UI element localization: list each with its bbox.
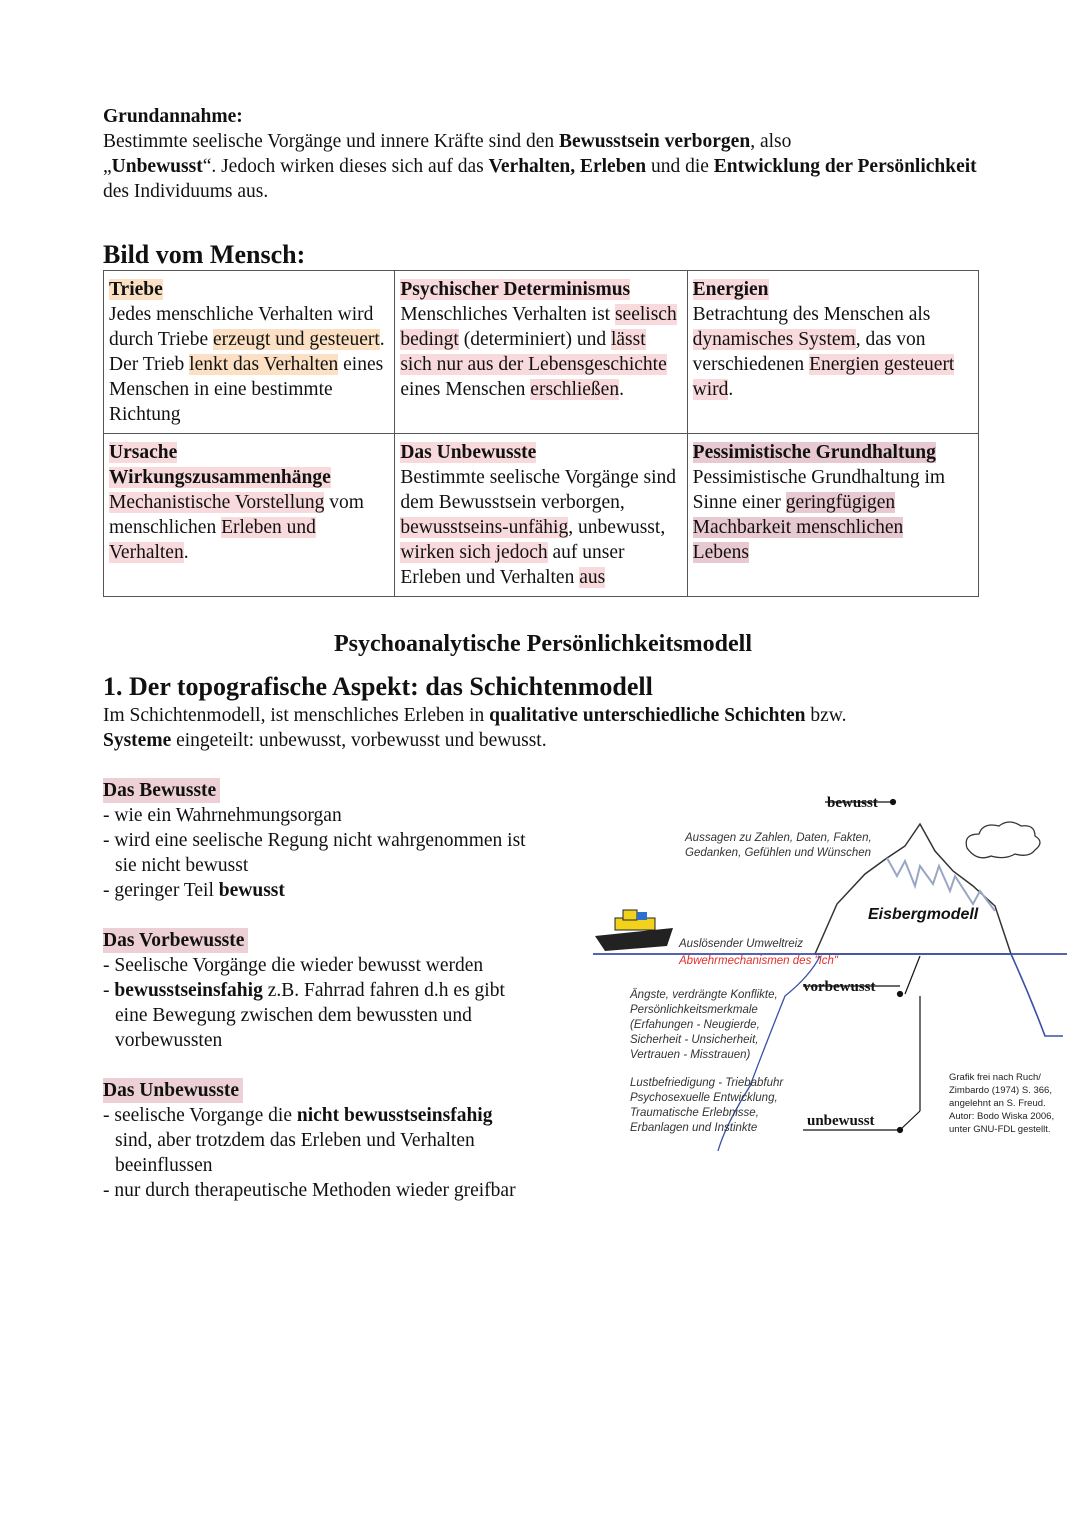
angst-line1: Ängste, verdrängte Konflikte,	[630, 989, 778, 1001]
modell-paragraph: Im Schichtenmodell, ist menschliches Erleben in qualitative unterschiedliche Schichten bzw. Systeme eingeteilt: unbewusst, vorbewusst und bewusst.	[103, 705, 847, 751]
lust-line2: Psychosexuelle Entwicklung,	[630, 1092, 778, 1104]
aussagen-line2: Gedanken, Gefühlen und Wünschen	[685, 847, 872, 859]
list-item: - seelische Vorgange die nicht bewusstseinsfahig	[103, 1105, 493, 1126]
angst-line4: Sicherheit - Unsicherheit,	[630, 1034, 759, 1046]
section-title: Das Vorbewusste	[103, 928, 248, 953]
lust-line4: Erbanlagen und Instinkte	[630, 1122, 758, 1134]
intro-heading: Grundannahme:	[103, 106, 243, 127]
iceberg-diagram	[575, 786, 1070, 1156]
list-item: beeinflussen	[115, 1155, 213, 1176]
table-row	[104, 271, 979, 434]
cell-triebe: Triebe Jedes menschliche Verhalten wird durch Triebe erzeugt und gesteuert. Der Trieb lenkt das Verhalten eines Menschen in eine bestimmte Richtung	[104, 271, 395, 434]
table-row	[104, 434, 979, 597]
angst-line3: (Erfahungen - Neugierde,	[630, 1019, 760, 1031]
modell-title: Psychoanalytische Persönlichkeitsmodell	[334, 631, 752, 657]
section-title: Das Bewusste	[103, 778, 220, 803]
list-item: - nur durch therapeutische Methoden wieder greifbar	[103, 1180, 516, 1201]
section-title: Das Unbewusste	[103, 1078, 243, 1103]
modell-subtitle: 1. Der topografische Aspekt: das Schichtenmodell	[103, 672, 653, 701]
reiz-label: Auslösender Umweltreiz	[679, 938, 803, 950]
angst-line2: Persönlichkeitsmerkmale	[630, 1004, 758, 1016]
cell-energien: Energien Betrachtung des Menschen als dynamisches System, das von verschiedenen Energien gesteuert wird.	[687, 271, 978, 434]
lust-line1: Lustbefriedigung - Triebabfuhr	[630, 1077, 784, 1089]
cell-determinismus: Psychischer Determinismus Menschliches Verhalten ist seelisch bedingt (determiniert) und lässt sich nur aus der Lebensgeschichte eines Menschen erschließen.	[395, 271, 687, 434]
cloud-icon	[966, 822, 1040, 858]
list-item: - wie ein Wahrnehmungsorgan	[103, 805, 342, 826]
credit-line1: Grafik frei nach Ruch/	[949, 1072, 1041, 1083]
cell-ursache: Ursache Wirkungszusammenhänge Mechanistische Vorstellung vom menschlichen Erleben und Verhalten.	[104, 434, 395, 597]
menschbild-table	[103, 270, 979, 597]
abwehr-label: Abwehrmechanismen des "Ich"	[679, 955, 839, 967]
intro-paragraph: Bestimmte seelische Vorgänge und innere Kräfte sind den Bewusstsein verborgen, also „Unbewusst“. Jedoch wirken dieses sich auf das Verhalten, Erleben und die Entwicklung der Persönlichkeit des Individuums aus.	[103, 131, 977, 202]
menschbild-title: Bild vom Mensch:	[103, 240, 306, 269]
credit-line5: unter GNU-FDL gestellt.	[949, 1124, 1051, 1135]
unbewusst-label: unbewusst	[807, 1113, 875, 1129]
list-item: - wird eine seelische Regung nicht wahrgenommen ist	[103, 830, 526, 851]
list-item: sind, aber trotzdem das Erleben und Verhalten	[115, 1130, 475, 1151]
bewusst-label: bewusst	[827, 795, 878, 811]
list-item: sie nicht bewusst	[115, 855, 249, 876]
list-item: - Seelische Vorgänge die wieder bewusst werden	[103, 955, 484, 976]
list-item: - geringer Teil bewusst	[103, 880, 285, 901]
iceberg-underwater	[1011, 954, 1063, 1036]
angst-line5: Vertrauen - Misstrauen)	[630, 1049, 751, 1061]
eisberg-label: Eisbergmodell	[868, 906, 979, 923]
credit-line2: Zimbardo (1974) S. 366,	[949, 1085, 1052, 1096]
ship-icon	[595, 910, 673, 951]
cell-pessimismus: Pessimistische Grundhaltung Pessimistische Grundhaltung im Sinne einer geringfügigen Machbarkeit menschlichen Lebens	[687, 434, 978, 597]
cell-unbewusste: Das Unbewusste Bestimmte seelische Vorgänge sind dem Bewusstsein verborgen, bewusstseins-unfähig, unbewusst, wirken sich jedoch auf unser Erleben und Verhalten aus	[395, 434, 687, 597]
credit-line3: angelehnt an S. Freud.	[949, 1098, 1046, 1109]
vorbewusst-label: vorbewusst	[803, 979, 876, 995]
lust-line3: Traumatische Erlebnisse,	[630, 1107, 759, 1119]
list-item: - bewusstseinsfahig z.B. Fahrrad fahren d.h es gibt	[103, 980, 505, 1001]
credit-line4: Autor: Bodo Wiska 2006,	[949, 1111, 1055, 1122]
aussagen-line1: Aussagen zu Zahlen, Daten, Fakten,	[685, 832, 872, 844]
list-item: vorbewussten	[115, 1030, 223, 1051]
list-item: eine Bewegung zwischen dem bewussten und	[115, 1005, 472, 1026]
